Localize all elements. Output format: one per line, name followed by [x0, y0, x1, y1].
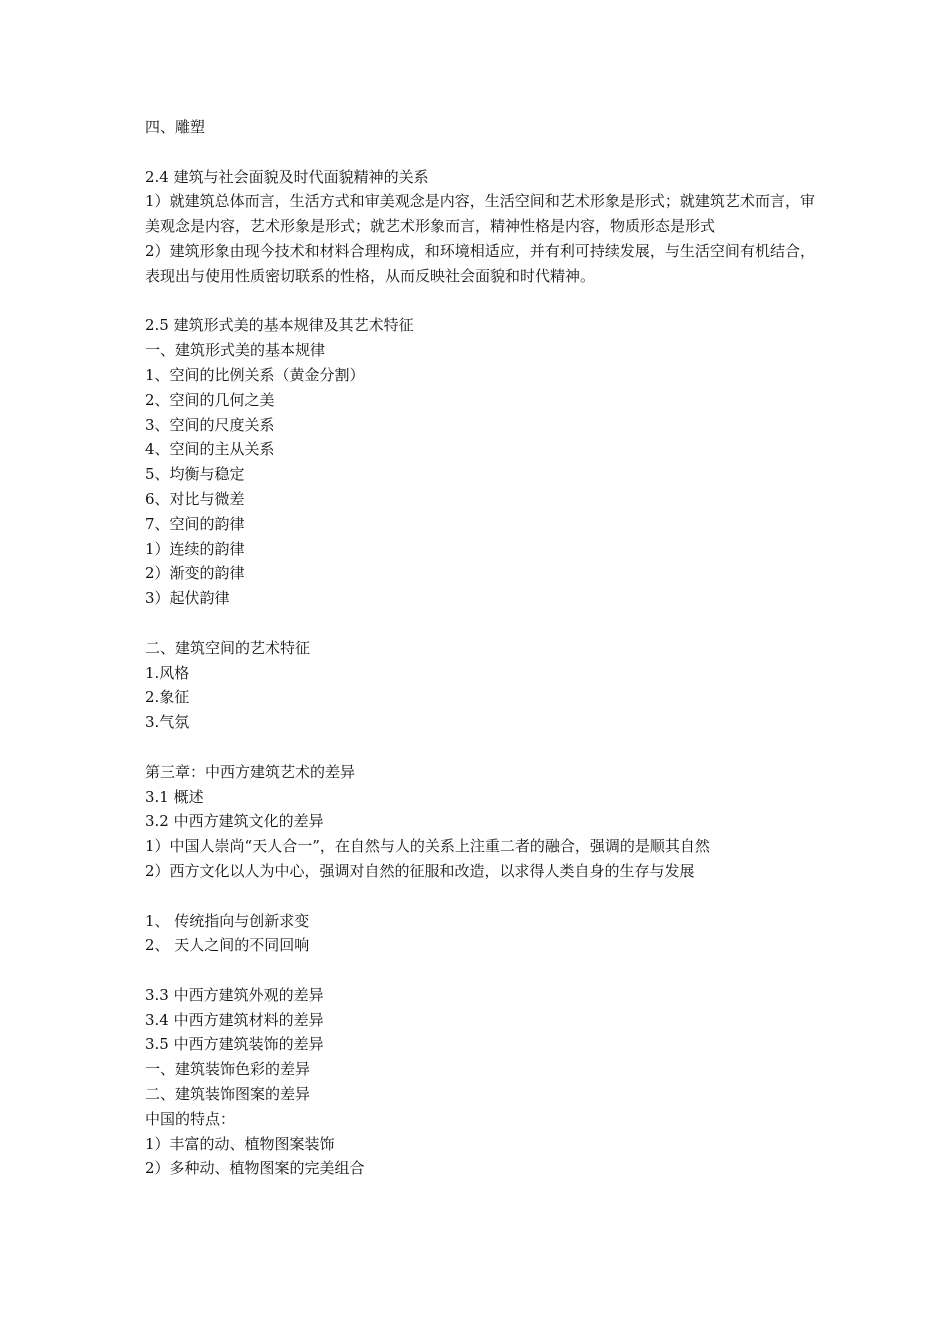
blank-line: [145, 289, 815, 314]
chapter-3-title: 第三章：中西方建筑艺术的差异: [145, 762, 356, 781]
subsection-title: 二、建筑空间的艺术特征: [145, 638, 311, 657]
section-title: 3.2 中西方建筑文化的差异: [145, 812, 324, 831]
list-item: 1）丰富的动、植物图案装饰: [145, 1134, 335, 1153]
list-item: 2.象征: [145, 688, 190, 707]
list-item: 2）西方文化以人为中心，强调对自然的征服和改造，以求得人类自身的生存与发展: [145, 861, 695, 880]
list-item: 5、均衡与稳定: [145, 465, 245, 484]
list-item: 3.气氛: [145, 713, 190, 732]
section-2-5-title: 2.5 建筑形式美的基本规律及其艺术特征: [145, 316, 414, 335]
section-title: 3.3 中西方建筑外观的差异: [145, 985, 324, 1004]
blank-line: [145, 958, 815, 983]
paragraph-item: 2）建筑形象由现今技术和材料合理构成，和环境相适应，并有利可持续发展，与生活空间有机结合，表现出与使用性质密切联系的性格，从而反映社会面貌和时代精神。: [145, 241, 815, 285]
list-item: 2）渐变的韵律: [145, 564, 245, 583]
list-item: 6、对比与微差: [145, 489, 245, 508]
section-title: 3.5 中西方建筑装饰的差异: [145, 1035, 324, 1054]
blank-line: [145, 735, 815, 760]
section-2-4-title: 2.4 建筑与社会面貌及时代面貌精神的关系: [145, 167, 429, 186]
subsection-title: 一、建筑形式美的基本规律: [145, 341, 326, 360]
blank-line: [145, 140, 815, 165]
document-body: [145, 115, 815, 1181]
section-title: 3.4 中西方建筑材料的差异: [145, 1010, 324, 1029]
list-item: 2、 天人之间的不同回响: [145, 936, 310, 955]
subsection-title: 二、建筑装饰图案的差异: [145, 1085, 311, 1104]
section-title: 3.1 概述: [145, 787, 204, 806]
paragraph-item: 1）就建筑总体而言，生活方式和审美观念是内容，生活空间和艺术形象是形式；就建筑艺术而言，审美观念是内容，艺术形象是形式；就艺术形象而言，精神性格是内容，物质形态是形式: [145, 192, 815, 236]
list-item: 1）中国人崇尚“天人合一”，在自然与人的关系上注重二者的融合，强调的是顺其自然: [145, 837, 710, 856]
list-item: 2）多种动、植物图案的完美组合: [145, 1159, 365, 1178]
list-item: 7、空间的韵律: [145, 514, 245, 533]
list-item: 1）连续的韵律: [145, 539, 245, 558]
list-item: 1.风格: [145, 663, 190, 682]
subsection-title: 一、建筑装饰色彩的差异: [145, 1060, 311, 1079]
list-item: 3）起伏韵律: [145, 589, 230, 608]
heading-sculpture: 四、雕塑: [145, 118, 206, 136]
list-item: 2、空间的几何之美: [145, 390, 275, 409]
list-item: 4、空间的主从关系: [145, 440, 275, 459]
list-item: 1、空间的比例关系（黄金分割）: [145, 365, 365, 384]
list-item: 1、 传统指向与创新求变: [145, 911, 310, 930]
blank-line: [145, 611, 815, 636]
label-text: 中国的特点：: [145, 1109, 236, 1128]
list-item: 3、空间的尺度关系: [145, 415, 275, 434]
blank-line: [145, 884, 815, 909]
